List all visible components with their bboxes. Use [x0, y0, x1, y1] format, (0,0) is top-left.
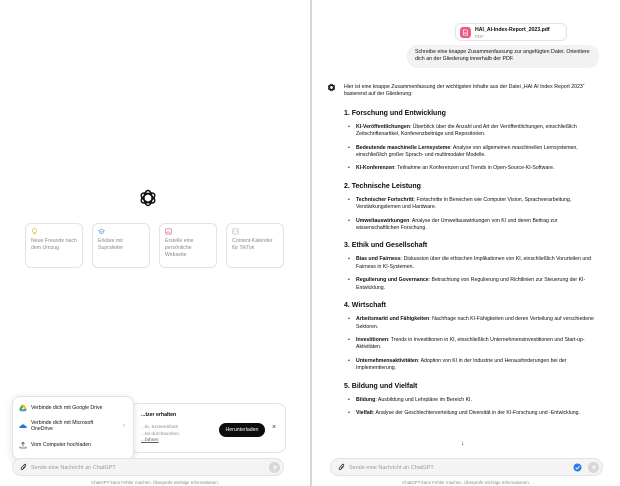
suggestion-card[interactable]: [226, 223, 284, 268]
section-list: [344, 124, 594, 173]
suggestion-card[interactable]: [92, 223, 150, 268]
list-item-text: : Analyse von allgemeinen maschinellen Lernsystemen, einschließlich großer Sprach- und multimodaler Modelle.: [356, 144, 578, 159]
scroll-down-button[interactable]: ↓: [461, 440, 465, 447]
list-item: [344, 397, 594, 404]
code-icon: [232, 228, 239, 235]
list-item-text: : Analyse der Umweltauswirkungen von KI und deren Beitrag zur wissenschaftlichen Forschung.: [356, 217, 558, 232]
list-item: [344, 218, 594, 233]
send-button[interactable]: [588, 462, 599, 473]
section-list: [344, 316, 594, 372]
suggestion-card[interactable]: [25, 223, 83, 268]
list-item: [344, 337, 594, 352]
list-item-term: Unternehmensaktivitäten: [356, 357, 418, 364]
section-heading: 5. Bildung und Vielfalt: [344, 382, 418, 390]
list-item-text: : Analyse der Geschlechterverteilung und Diversität in der KI-Forschung und -Entwicklung.: [372, 409, 580, 416]
section-list: [344, 397, 594, 418]
desktop-app-banner: [130, 403, 286, 453]
list-item-text: : Ausbildung und Lehrpläne im Bereich KI.: [375, 396, 472, 403]
menu-item-label: Vom Computer hochladen: [31, 441, 91, 448]
menu-item-label: Verbinde dich mit Google Drive: [31, 404, 103, 411]
suggestion-text: Neue Freunde nach dem Umzug: [31, 238, 77, 251]
banner-learn-more-link[interactable]: ...fahren: [141, 438, 159, 443]
list-item-text: : Diskussion über die ethischen Implikationen von KI, einschließlich Vorurteilen und Fairness in KI-Systemen.: [356, 256, 591, 270]
user-message: Schreibe eine knappe Zusammenfassung zur angefügten Datei. Orientiere dich an der Gliederung innerhalb der PDF.: [407, 45, 599, 68]
attach-menu: [12, 396, 134, 460]
message-input[interactable]: [349, 460, 549, 475]
banner-title: ...tzer erhalten: [141, 412, 177, 418]
suggestion-text: Erstelle eine persönliche Webseite: [165, 238, 194, 258]
google-drive-icon: [19, 404, 27, 412]
assistant-message: [344, 84, 594, 426]
disclaimer-footer: ChatGPT kann Fehler machen. Überprüfe wichtige Informationen.: [91, 480, 219, 485]
list-item: [344, 358, 594, 373]
close-icon[interactable]: ×: [272, 424, 277, 431]
disclaimer-footer: ChatGPT kann Fehler machen. Überprüfe wichtige Informationen.: [402, 480, 530, 485]
list-item-text: : Nachfrage nach KI-Fähigkeiten und deren Verteilung auf verschiedene Sektoren.: [356, 316, 594, 330]
arrow-up-icon: [591, 465, 597, 471]
section-heading: 1. Forschung und Entwicklung: [344, 109, 446, 117]
list-item-term: Investitionen: [356, 336, 388, 343]
chevron-right-icon: ›: [123, 422, 125, 429]
list-item: [344, 145, 594, 160]
paperclip-icon[interactable]: [338, 463, 345, 472]
section-heading: 4. Wirtschaft: [344, 302, 386, 310]
list-item-text: : Adoption von KI in der Industrie und Herausforderungen bei der Implementierung.: [356, 357, 567, 372]
list-item-text: : Teilnahme an Konferenzen und Trends in Open-Source-KI-Software.: [394, 165, 555, 172]
menu-item-onedrive[interactable]: [13, 414, 133, 438]
section-list: [344, 256, 594, 292]
file-name: HAI_AI-Index-Report_2023.pdf: [475, 27, 550, 33]
suggestion-text: Content-Kalender für TikTok: [232, 238, 273, 251]
download-button[interactable]: Herunterladen: [219, 423, 265, 437]
file-type: PDF: [475, 34, 484, 39]
list-item-term: KI-Veröffentlichungen: [356, 123, 410, 130]
list-item-term: Vielfalt: [356, 409, 373, 416]
message-composer: [330, 458, 603, 476]
graduation-cap-icon: [98, 228, 105, 235]
message-composer: [12, 458, 284, 476]
list-item-term: Umweltauswirkungen: [356, 217, 410, 224]
list-item-term: Technischer Fortschritt: [356, 196, 414, 203]
send-button[interactable]: [269, 462, 280, 473]
section-heading: 3. Ethik und Gesellschaft: [344, 242, 428, 250]
list-item-text: : Fortschritte in Bereichen wie Computer Vision, Sprachverarbeitung, Verstärkungslernen und Hardware.: [356, 196, 572, 211]
answer-intro: Hier ist eine knappe Zusammenfassung der wichtigsten Inhalte aus der Datei „HAI AI Index Report 2023“ basierend auf der Gliederung:: [344, 84, 585, 98]
attached-file-chip[interactable]: [455, 23, 567, 41]
list-item: [344, 256, 594, 271]
list-item-term: Regulierung und Governance: [356, 277, 429, 284]
list-item: [344, 165, 594, 172]
section-list: [344, 197, 594, 233]
paperclip-icon[interactable]: [20, 463, 27, 472]
image-icon: [165, 228, 172, 235]
list-item: [344, 277, 594, 292]
section-heading: 2. Technische Leistung: [344, 182, 421, 190]
list-item: [344, 124, 594, 139]
upload-icon: [19, 441, 27, 449]
list-item: [344, 316, 594, 331]
menu-item-label: Verbinde dich mit Microsoft OneDrive: [31, 419, 94, 432]
list-item-text: : Betrachtung von Regulierung und Richtlinien zur Steuerung der KI-Entwicklung.: [356, 277, 586, 291]
lightbulb-icon: [31, 228, 38, 235]
suggestion-card[interactable]: [159, 223, 217, 268]
conversation-panel: [312, 0, 620, 486]
list-item-term: Bildung: [356, 396, 376, 403]
chatgpt-avatar-icon: [327, 83, 336, 92]
arrow-up-icon: [272, 465, 278, 471]
grammar-check-icon[interactable]: [573, 463, 582, 472]
list-item: [344, 197, 594, 212]
list-item-text: : Trends in Investitionen in KI, einschließlich Unternehmensinvestitionen und Start-up-Aktivitäten.: [356, 336, 585, 351]
banner-desc-line: ...le, Screenshots: [141, 425, 179, 430]
list-item-text: : Überblick über die Anzahl und Art der Veröffentlichungen, einschließlich Zeitschriftenartikel, Konferenzbeiträge und Repositorien.: [356, 123, 577, 138]
banner-desc-line: ...tei durchsuchen.: [141, 431, 181, 437]
list-item-term: KI-Konferenzen: [356, 165, 395, 172]
chatgpt-logo-icon: [138, 188, 158, 208]
onedrive-icon: [19, 422, 27, 430]
pdf-file-icon: [460, 27, 471, 38]
suggestion-cards: [25, 223, 284, 268]
menu-item-google-drive[interactable]: [13, 401, 133, 414]
banner-description: [141, 425, 221, 445]
list-item-term: Arbeitsmarkt und Fähigkeiten: [356, 316, 430, 323]
suggestion-text: Erkläre mir Supraleiter: [98, 238, 124, 251]
list-item-term: Bedeutende maschinelle Lernsysteme: [356, 144, 451, 151]
menu-item-upload-computer[interactable]: [13, 438, 133, 451]
list-item: [344, 410, 594, 417]
message-input[interactable]: [31, 460, 231, 475]
list-item-term: Bias und Fairness: [356, 256, 401, 263]
